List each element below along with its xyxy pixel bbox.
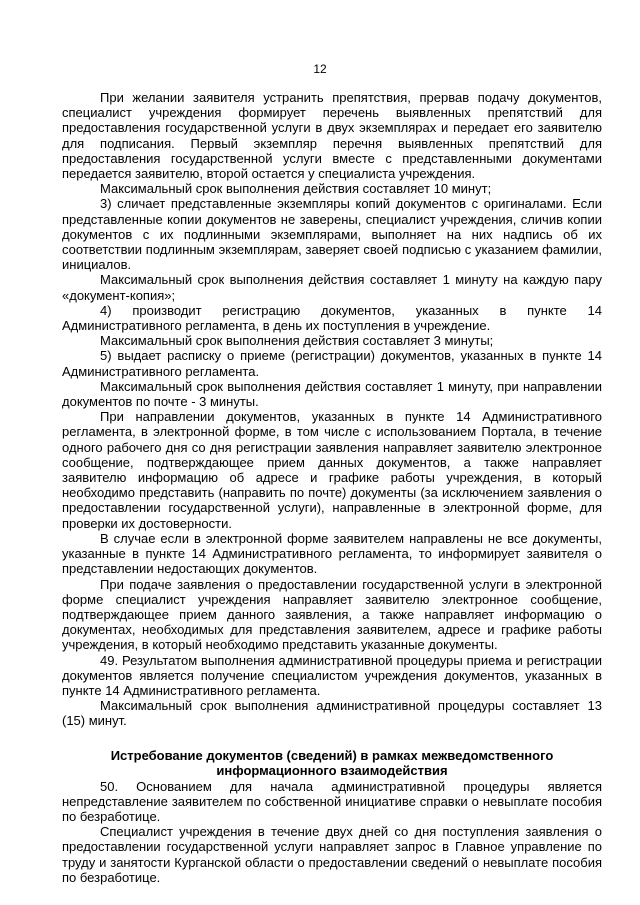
paragraph: Специалист учреждения в течение двух дней со дня поступления заявления о предоставлении государственной услуги направляет запрос в Главное управление по труду и занятости Курганской области о предоставлении сведений о невыплате пособия по безработице. [62, 824, 602, 885]
paragraph: 3) сличает представленные экземпляры копий документов с оригиналами. Если представленные копии документов не заверены, специалист учреждения, сличив копии документов с их подлинными экземплярами, выполняет на них надпись об их соответствии подлинным экземплярам, заверяет своей подписью с указанием фамилии, инициалов. [62, 196, 602, 273]
document-body [62, 90, 602, 885]
paragraph: Максимальный срок выполнения действия составляет 10 минут; [100, 181, 492, 197]
paragraph: При подаче заявления о предоставлении государственной услуги в электронной форме специалист учреждения направляет заявителю электронное сообщение, подтверждающее прием данного заявления, а также направляет информацию о документах, необходимых для представления заявителем, адресе и графике работы учреждения, в который необходимо представить указанные документы. [62, 576, 602, 653]
section-heading [62, 748, 602, 779]
paragraph: 49. Результатом выполнения административной процедуры приема и регистрации документов является получение специалистом учреждения документов, указанных в пункте 14 Административного регламента. [62, 652, 602, 698]
paragraph: Максимальный срок выполнения действия составляет 1 минуту на каждую пару «документ-копия»; [62, 272, 602, 303]
paragraph: Максимальный срок выполнения действия составляет 3 минуты; [100, 333, 494, 349]
section-heading-line: Истребование документов (сведений) в рамках межведомственного [110, 747, 554, 763]
section-heading-line: информационного взаимодействия [216, 763, 448, 779]
page-number: 12 [313, 62, 327, 76]
paragraph: Максимальный срок выполнения административной процедуры составляет 13 (15) минут. [62, 698, 602, 729]
paragraph: Максимальный срок выполнения действия составляет 1 минуту, при направлении документов по почте - 3 минуты. [62, 378, 602, 410]
paragraph: В случае если в электронной форме заявителем направлены не все документы, указанные в пункте 14 Административного регламента, то информирует заявителя о представлении недостающих документов. [62, 530, 602, 577]
paragraph: 50. Основанием для начала административной процедуры является непредставление заявителем по собственной инициативе справки о невыплате пособия по безработице. [62, 778, 602, 824]
paragraph: При желании заявителя устранить препятствия, прервав подачу документов, специалист учреждения формирует перечень выявленных препятствий для предоставления государственной услуги в двух экземплярах и передает его заявителю для подписания. Первый экземпляр перечня выявленных препятствий для предоставления государственной услуги вместе с представленными документами передается заявителю, второй остается у специалиста учреждения. [62, 90, 602, 182]
paragraph: 4) производит регистрацию документов, указанных в пункте 14 Административного регламента, в день их поступления в учреждение. [62, 302, 602, 334]
paragraph: 5) выдает расписку о приеме (регистрации) документов, указанных в пункте 14 Административного регламента. [62, 348, 602, 379]
paragraph: При направлении документов, указанных в пункте 14 Административного регламента, в электронной форме, в том числе с использованием Портала, в течение одного рабочего дня со дня регистрации заявления направляет заявителю электронное сообщение, подтверждающее прием данных документов, а также направляет заявителю информацию об адресе и графике работы учреждения, в который необходимо представить (направить по почте) документы (за исключением заявления о предоставлении государственной услуги), направленные в электронной форме, для проверки их достоверности. [62, 409, 602, 531]
